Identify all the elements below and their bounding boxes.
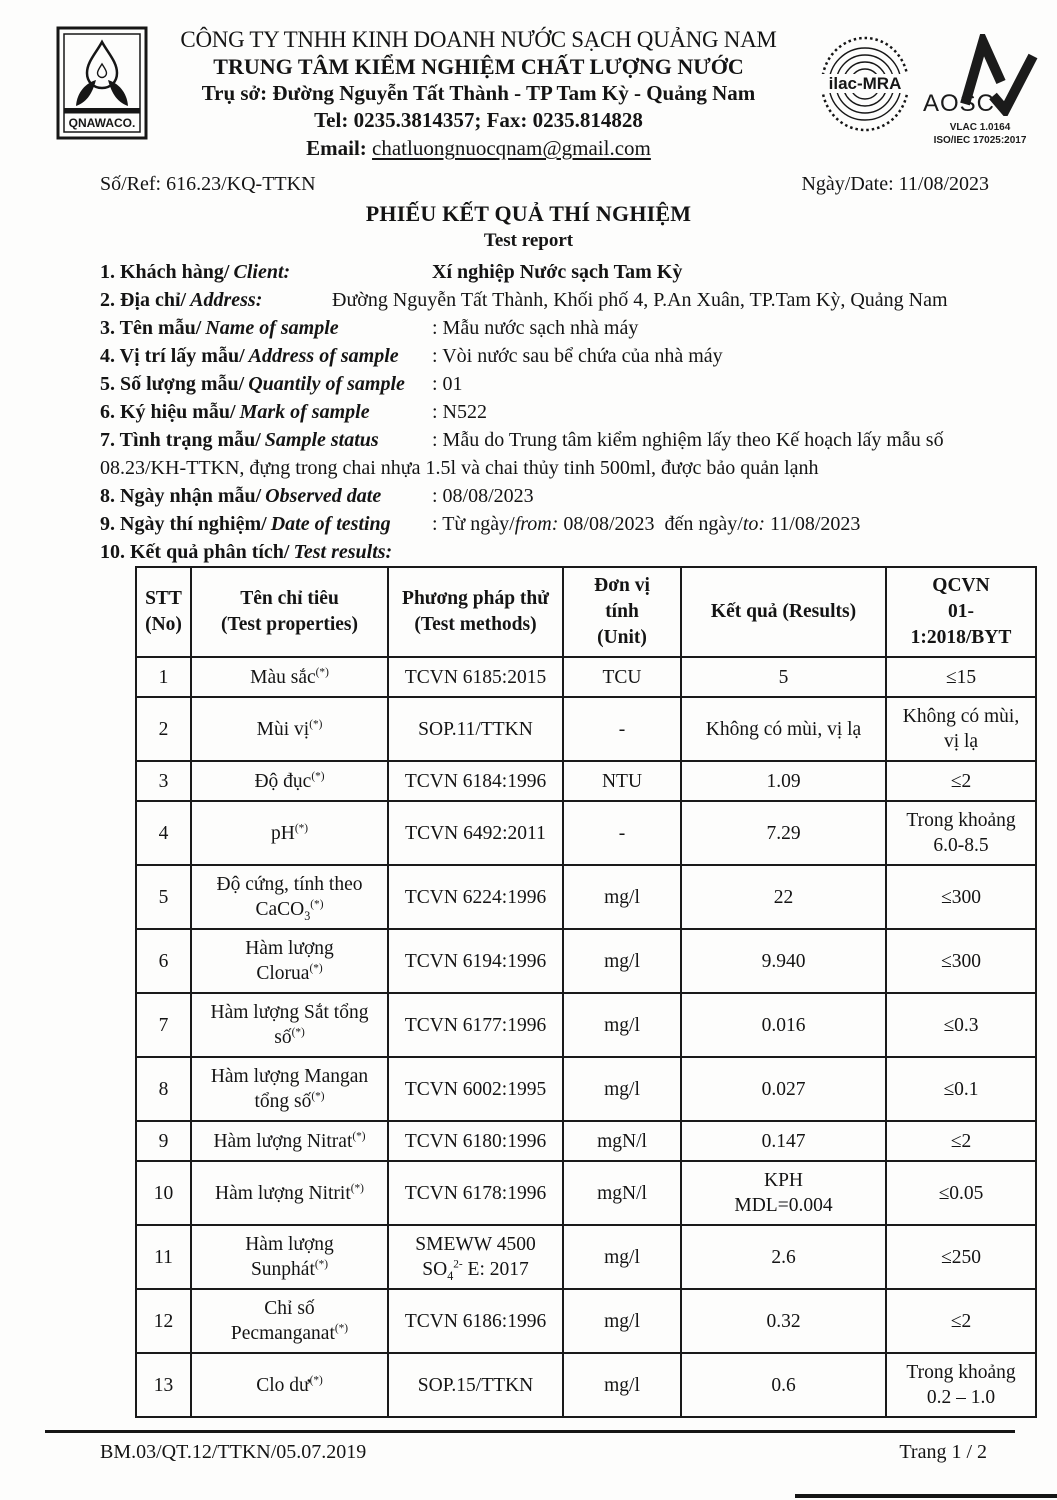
letterhead [0, 0, 1057, 163]
info-line-sample-address [100, 346, 1017, 366]
col-header-qcvn-limit: QCVN 01- 1:2018/BYT [886, 567, 1036, 657]
info-line-sample-status [100, 430, 1017, 450]
qnawaco-logo [56, 26, 148, 145]
observed-date-value: : 08/08/2023 [432, 485, 534, 507]
info-line-testing-date [100, 514, 1017, 534]
cell-test-method: TCVN 6178:1996 [388, 1161, 563, 1225]
cell-test-method: TCVN 6184:1996 [388, 761, 563, 801]
cell-test-property: Hàm lượng Sắt tổng số(*) [191, 993, 388, 1057]
sample-status-continued: 08.23/KH-TTKN, đựng trong chai nhựa 1.5l và chai thủy tinh 500ml, được bảo quản lạnh [100, 457, 819, 479]
cell-qcvn-limit: ≤0.05 [886, 1161, 1036, 1225]
cell-test-method: TCVN 6194:1996 [388, 929, 563, 993]
ilac-mra-logo-icon [817, 34, 913, 136]
cell-result: 0.32 [681, 1289, 886, 1353]
cell-unit: mg/l [563, 1057, 681, 1121]
cell-test-property: Độ cứng, tính theo CaCO$_3$(*) [191, 865, 388, 929]
cell-test-property: Hàm lượng Nitrit(*) [191, 1161, 388, 1225]
cell-unit: - [563, 801, 681, 865]
cell-no: 8 [136, 1057, 191, 1121]
info-label-en: Client: [233, 261, 291, 283]
info-label-vi: 9. Ngày thí nghiệm/ [100, 513, 267, 535]
info-label-vi: 7. Tình trạng mẫu/ [100, 429, 261, 451]
cell-result: 22 [681, 865, 886, 929]
cell-test-property: Hàm lượng Clorua(*) [191, 929, 388, 993]
cell-test-method: TCVN 6177:1996 [388, 993, 563, 1057]
email-link[interactable]: chatluongnuocqnam@gmail.com [372, 136, 651, 160]
table-row [136, 1353, 1036, 1417]
cell-result: 1.09 [681, 761, 886, 801]
cell-test-property: Clo dư(*) [191, 1353, 388, 1417]
cell-no: 1 [136, 657, 191, 697]
cell-qcvn-limit: Không có mùi, vị lạ [886, 697, 1036, 761]
cell-result: KPH MDL=0.004 [681, 1161, 886, 1225]
cell-unit: mg/l [563, 1289, 681, 1353]
info-label-en: Sample status [264, 429, 379, 451]
ilac-mra-logo-text: ilac-MRA [828, 74, 902, 93]
cell-qcvn-limit: ≤2 [886, 1121, 1036, 1161]
table-row [136, 657, 1036, 697]
cell-no: 5 [136, 865, 191, 929]
info-label-vi: 2. Địa chỉ/ [100, 289, 187, 311]
cell-unit: - [563, 697, 681, 761]
cell-test-property: Hàm lượng Mangan tổng số(*) [191, 1057, 388, 1121]
cell-result: 0.027 [681, 1057, 886, 1121]
cell-qcvn-limit: Trong khoảng 0.2 – 1.0 [886, 1353, 1036, 1417]
info-label-en: Observed date [265, 485, 382, 507]
cell-qcvn-limit: ≤250 [886, 1225, 1036, 1289]
cell-qcvn-limit: ≤0.3 [886, 993, 1036, 1057]
info-label-vi: 5. Số lượng mẫu/ [100, 373, 245, 395]
cell-qcvn-limit: ≤15 [886, 657, 1036, 697]
cell-qcvn-limit: ≤2 [886, 1289, 1036, 1353]
aosc-cert-number: VLAC 1.0164 [949, 122, 1011, 133]
cell-test-property: Mùi vị(*) [191, 697, 388, 761]
cell-no: 7 [136, 993, 191, 1057]
document-subtitle: Test report [483, 230, 574, 251]
cell-result: 0.147 [681, 1121, 886, 1161]
cell-result: 0.6 [681, 1353, 886, 1417]
sample-name-value: : Mẫu nước sạch nhà máy [432, 317, 639, 339]
cell-no: 4 [136, 801, 191, 865]
page-number: Trang 1 / 2 [899, 1441, 987, 1463]
cell-unit: mg/l [563, 929, 681, 993]
results-table [135, 566, 1037, 1418]
info-line-sample-name [100, 318, 1017, 338]
company-name: CÔNG TY TNHH KINH DOANH NƯỚC SẠCH QUẢNG NAM [180, 27, 777, 52]
aosc-logo-icon [921, 34, 1039, 116]
cell-test-method: TCVN 6002:1995 [388, 1057, 563, 1121]
info-label-en: Mark of sample [239, 401, 370, 423]
info-label-vi: 3. Tên mẫu/ [100, 317, 202, 339]
cell-test-method: TCVN 6224:1996 [388, 865, 563, 929]
email-line [154, 134, 803, 163]
cell-test-property: Chỉ số Pecmanganat(*) [191, 1289, 388, 1353]
info-line-mark [100, 402, 1017, 422]
cell-test-method: SOP.15/TTKN [388, 1353, 563, 1417]
info-label-en: Quantily of sample [248, 373, 405, 395]
col-header-results: Kết quả (Results) [681, 567, 886, 657]
cell-test-method: TCVN 6492:2011 [388, 801, 563, 865]
cell-test-method: TCVN 6180:1996 [388, 1121, 563, 1161]
cell-result: Không có mùi, vị lạ [681, 697, 886, 761]
table-row [136, 1121, 1036, 1161]
col-header-test-methods: Phương pháp thử (Test methods) [388, 567, 563, 657]
cell-test-method: TCVN 6186:1996 [388, 1289, 563, 1353]
cell-unit: mg/l [563, 865, 681, 929]
testing-date-value: : Từ ngày/from: 08/08/2023 đến ngày/to: 11/08/2023 [432, 513, 861, 535]
form-code: BM.03/QT.12/TTKN/05.07.2019 [100, 1441, 367, 1463]
table-row [136, 1289, 1036, 1353]
col-header-no: STT (No) [136, 567, 191, 657]
cell-qcvn-limit: ≤0.1 [886, 1057, 1036, 1121]
cell-no: 9 [136, 1121, 191, 1161]
cell-qcvn-limit: ≤2 [886, 761, 1036, 801]
table-row [136, 1225, 1036, 1289]
center-name: TRUNG TÂM KIỂM NGHIỆM CHẤT LƯỢNG NƯỚC [213, 54, 744, 79]
cell-test-property: Hàm lượng Nitrat(*) [191, 1121, 388, 1161]
cell-no: 13 [136, 1353, 191, 1417]
client-value: Xí nghiệp Nước sạch Tam Kỳ [432, 261, 683, 283]
table-row [136, 801, 1036, 865]
cell-unit: mgN/l [563, 1121, 681, 1161]
cell-result: 9.940 [681, 929, 886, 993]
cell-unit: mg/l [563, 1353, 681, 1417]
document-date: Ngày/Date: 11/08/2023 [801, 173, 989, 195]
cell-no: 11 [136, 1225, 191, 1289]
accreditation-logos [809, 34, 1039, 147]
info-label-en: Address of sample [248, 345, 399, 367]
cell-unit: mgN/l [563, 1161, 681, 1225]
cell-unit: NTU [563, 761, 681, 801]
table-row [136, 929, 1036, 993]
cell-test-method: TCVN 6185:2015 [388, 657, 563, 697]
cell-qcvn-limit: ≤300 [886, 865, 1036, 929]
info-label-vi: 1. Khách hàng/ [100, 261, 230, 283]
info-label-en: Address: [190, 289, 263, 311]
aosc-logo-text: AOSC [923, 90, 996, 116]
head-office-address: Trụ sở: Đường Nguyễn Tất Thành - TP Tam Kỳ - Quảng Nam [201, 81, 756, 105]
info-line-quantity [100, 374, 1017, 394]
table-row [136, 1057, 1036, 1121]
cell-test-property: Độ đục(*) [191, 761, 388, 801]
info-label-vi: 4. Vị trí lấy mẫu/ [100, 345, 245, 367]
info-label-en: Date of testing [270, 513, 391, 535]
aosc-logo [921, 34, 1039, 147]
col-header-unit: Đơn vị tính (Unit) [563, 567, 681, 657]
cell-no: 2 [136, 697, 191, 761]
cell-result: 0.016 [681, 993, 886, 1057]
cell-no: 6 [136, 929, 191, 993]
table-row [136, 697, 1036, 761]
table-row [136, 993, 1036, 1057]
info-line-test-results [100, 542, 1017, 562]
info-label-en: Test results: [293, 541, 393, 563]
table-row [136, 1161, 1036, 1225]
info-line-client [100, 262, 1017, 282]
table-row [136, 865, 1036, 929]
info-label-vi: 10. Kết quả phân tích/ [100, 541, 290, 563]
cell-result: 5 [681, 657, 886, 697]
cell-test-method: SOP.11/TTKN [388, 697, 563, 761]
mark-value: : N522 [432, 401, 487, 423]
cell-unit: mg/l [563, 1225, 681, 1289]
cell-test-method: SMEWW 4500 $SO_4^{2-}$ E: 2017 [388, 1225, 563, 1289]
results-tbody [136, 657, 1036, 1417]
info-label-vi: 6. Ký hiệu mẫu/ [100, 401, 236, 423]
cell-result: 2.6 [681, 1225, 886, 1289]
sample-address-value: : Vòi nước sau bể chứa của nhà máy [432, 345, 723, 367]
cell-no: 3 [136, 761, 191, 801]
ref-date-line [100, 173, 989, 196]
letterhead-text [148, 26, 809, 163]
email-label: Email: [306, 136, 373, 160]
info-line-address [100, 290, 1017, 310]
cell-qcvn-limit: Trong khoảng 6.0-8.5 [886, 801, 1036, 865]
scan-artifact-line [795, 1494, 1057, 1498]
cell-test-property: Hàm lượng Sunphát(*) [191, 1225, 388, 1289]
qnawaco-logo-text: QNAWACO. [68, 116, 136, 130]
info-label-vi: 8. Ngày nhận mẫu/ [100, 485, 262, 507]
qnawaco-logo-icon [56, 26, 148, 140]
table-header-row [136, 567, 1036, 657]
col-header-test-properties: Tên chỉ tiêu (Test properties) [191, 567, 388, 657]
cell-unit: TCU [563, 657, 681, 697]
cell-qcvn-limit: ≤300 [886, 929, 1036, 993]
aosc-cert-standard: ISO/IEC 17025:2017 [933, 135, 1027, 146]
address-value: Đường Nguyễn Tất Thành, Khối phố 4, P.An Xuân, TP.Tam Kỳ, Quảng Nam [332, 289, 948, 311]
sample-status-value: : Mẫu do Trung tâm kiểm nghiệm lấy theo Kế hoạch lấy mẫu số [432, 429, 944, 451]
cell-unit: mg/l [563, 993, 681, 1057]
footer [100, 1441, 987, 1464]
info-label-en: Name of sample [205, 317, 339, 339]
cell-test-property: Màu sắc(*) [191, 657, 388, 697]
cell-test-property: pH(*) [191, 801, 388, 865]
cell-result: 7.29 [681, 801, 886, 865]
table-row [136, 761, 1036, 801]
document-ref: Số/Ref: 616.23/KQ-TTKN [100, 173, 316, 195]
footer-divider [45, 1430, 1015, 1433]
quantity-value: : 01 [432, 373, 463, 395]
document-title: PHIẾU KẾT QUẢ THÍ NGHIỆM [365, 201, 692, 226]
cell-no: 12 [136, 1289, 191, 1353]
cell-no: 10 [136, 1161, 191, 1225]
sample-info-list [100, 262, 1017, 562]
info-line-observed-date [100, 486, 1017, 506]
tel-fax-line: Tel: 0235.3814357; Fax: 0235.814828 [314, 108, 643, 132]
